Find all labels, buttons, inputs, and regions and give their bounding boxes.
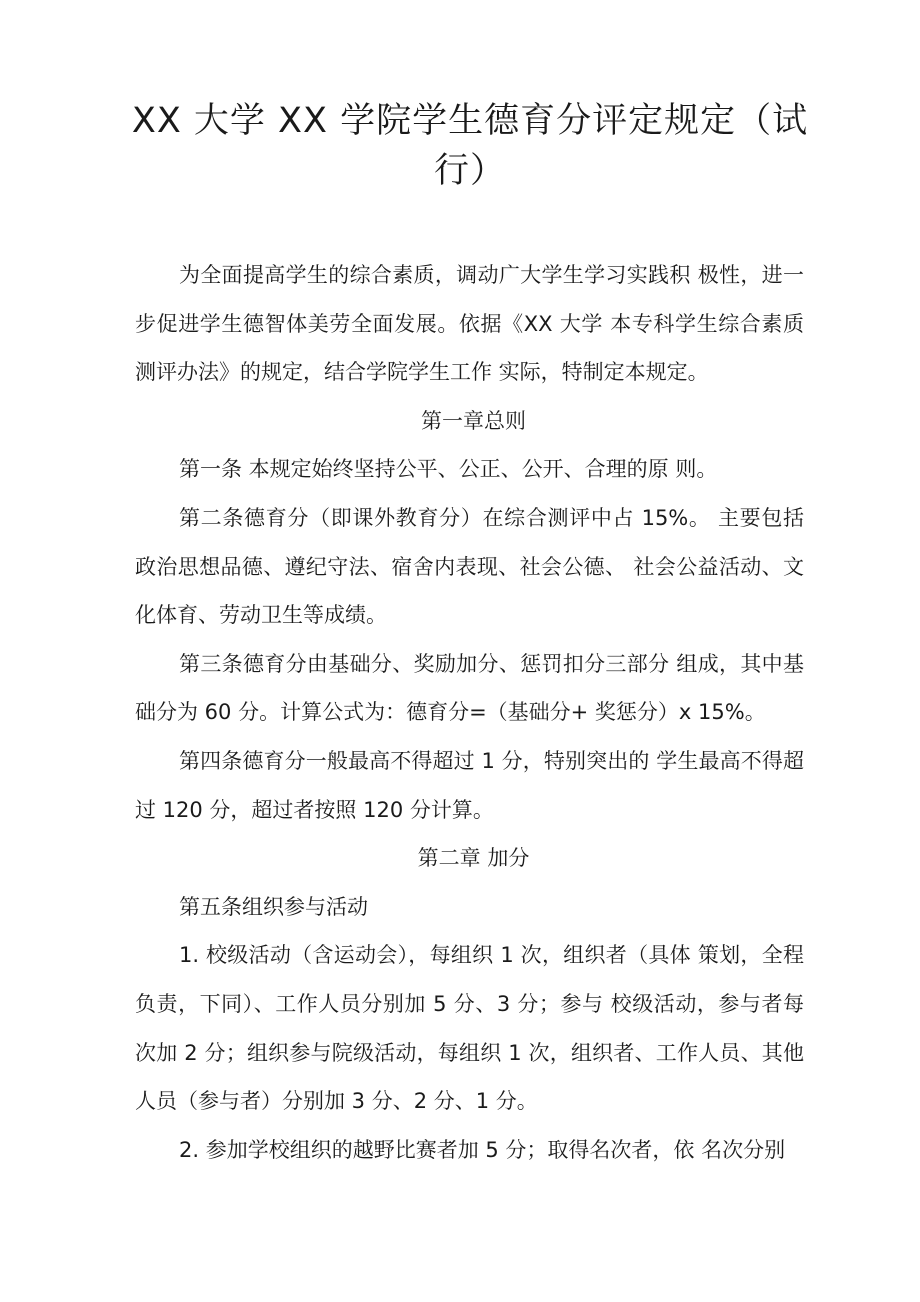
- preamble-paragraph: 为全面提高学生的综合素质，调动广大学生学习实践积 极性，进一步促进学生德智体美劳全面发展。依据《XX 大学 本专科学生综合素质测评办法》的规定，结合学院学生工作 实际，特制定本规定。: [135, 263, 804, 385]
- article-4: 第四条德育分一般最高不得超过 1 分，特别突出的 学生最高不得超过 120 分，超过者按照 120 分计算。: [135, 748, 804, 822]
- title-line-2: 行）: [433, 151, 506, 191]
- title-line-1: XX 大学 XX 学院学生德育分评定规定（试: [131, 101, 809, 141]
- article-5-heading: 第五条组织参与活动: [179, 894, 368, 919]
- document-body: [135, 251, 804, 1174]
- article-5-item-1: 1. 校级活动（含运动会），每组织 1 次，组织者（具体 策划，全程负责，下同）、工作人员分别加 5 分、3 分；参与 校级活动，参与者每次加 2 分；组织参与院级活动，每组织 1 次，组织者、工作人员、其他人员（参与者）分别加 3 分、2 分、1 分。: [135, 943, 804, 1114]
- article-1: 第一条 本规定始终坚持公平、公正、公开、合理的原 则。: [179, 457, 718, 482]
- chapter-2-heading: 第二章 加分: [417, 846, 530, 871]
- article-2: 第二条德育分（即课外教育分）在综合测评中占 15%。 主要包括政治思想品德、遵纪守法、宿舍内表现、社会公德、 社会公益活动、文化体育、劳动卫生等成绩。: [135, 505, 804, 628]
- article-5-item-2: 2. 参加学校组织的越野比赛者加 5 分；取得名次者，依 名次分别: [179, 1137, 786, 1162]
- article-3: 第三条德育分由基础分、奖励加分、惩罚扣分三部分 组成，其中基础分为 60 分。计算公式为：德育分=（基础分+ 奖惩分）x 15%。: [135, 651, 804, 725]
- document-title: [120, 96, 820, 196]
- chapter-1-heading: 第一章总则: [421, 408, 526, 433]
